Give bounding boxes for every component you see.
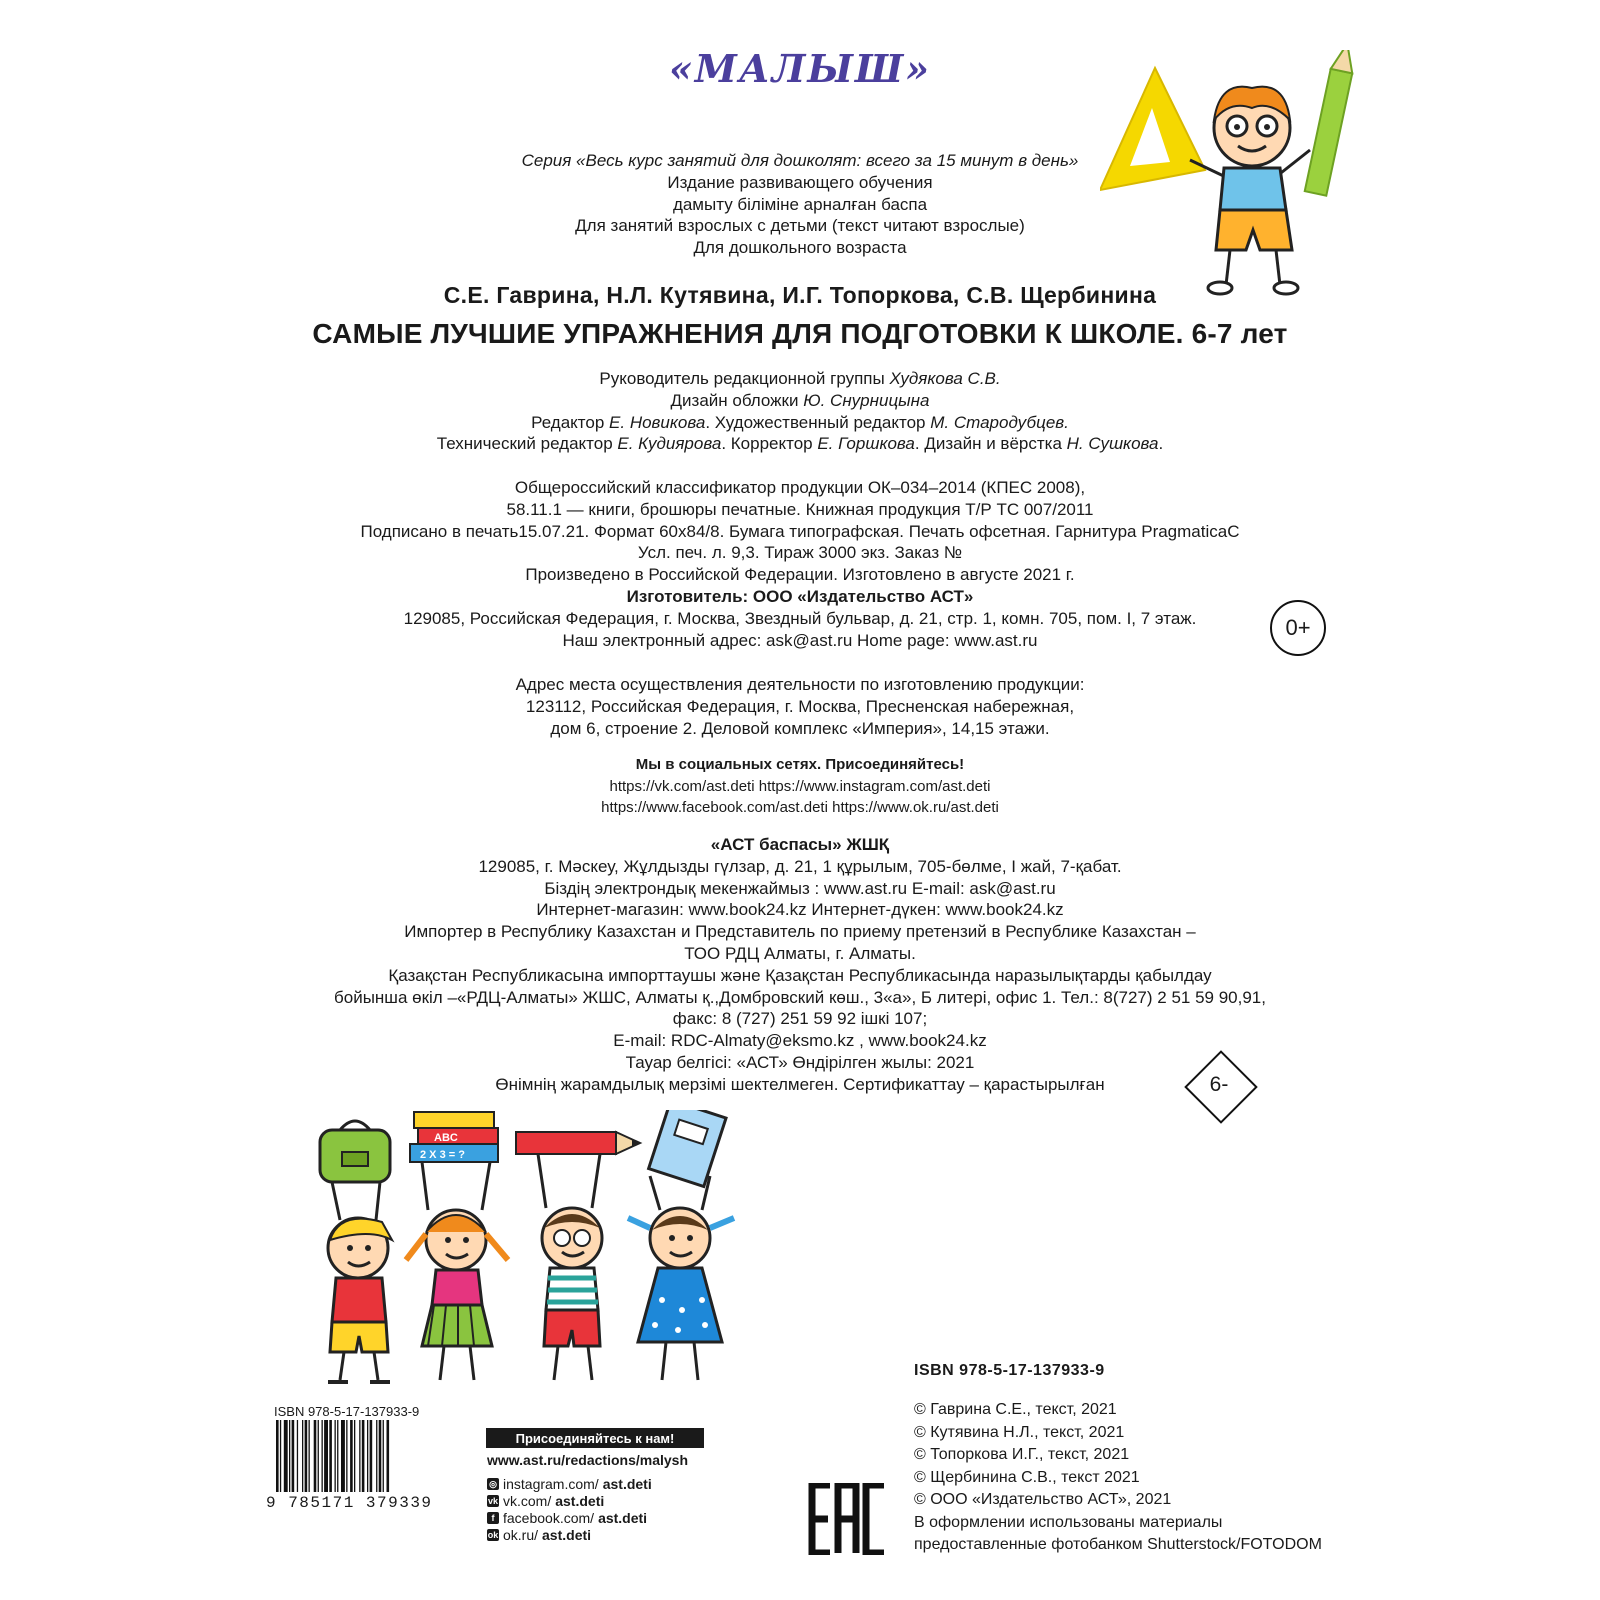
age-rating-badge: 0+ (1270, 600, 1326, 656)
ok-icon: ok (487, 1530, 499, 1540)
social-link-instagram[interactable] (487, 1476, 652, 1492)
kz-line: Импортер в Республику Казахстан и Представитель по приему претензий в Республике Казахстан – (404, 922, 1196, 942)
credits-name: Е. Горшкова (817, 434, 915, 454)
imprint-line: Общероссийский классификатор продукции ОК–034–2014 (КПЕС 2008), (514, 478, 1086, 497)
intro-line: Издание развивающего обучения (667, 172, 933, 192)
social-links-line[interactable]: https://vk.com/ast.deti https://www.instagram.com/ast.deti (609, 777, 991, 795)
authors: С.Е. Гаврина, Н.Л. Кутявина, И.Г. Топоркова, С.В. Щербинина (443, 282, 1157, 308)
kz-line: Біздің электрондық мекенжаймыз : www.ast.ru E-mail: ask@ast.ru (544, 878, 1056, 898)
credits-name: Е. Кудиярова (617, 434, 722, 454)
instagram-icon: ◎ (487, 1478, 499, 1490)
credits-line (0, 368, 1600, 390)
social-link-prefix: facebook.com/ (503, 1510, 595, 1526)
imprint-line: 58.11.1 — книги, брошюры печатные. Книжная продукция Т/Р ТС 007/2011 (506, 499, 1094, 519)
copyright-line: © ООО «Издательство АСТ», 2021 (914, 1491, 1172, 1508)
credits-name: Н. Сушкова (1066, 434, 1159, 454)
credits-label: . Художественный редактор (705, 412, 931, 432)
production-address-line: Адрес места осуществления деятельности по изготовлению продукции: (515, 675, 1085, 694)
kz-line: E-mail: RDC-Almaty@eksmo.kz , www.book24.kz (613, 1031, 987, 1051)
copyright-line: предоставленные фотобанком Shutterstock/FOTODOM (914, 1536, 1322, 1553)
barcode-isbn: ISBN 978-5-17-137933-9 (274, 1404, 420, 1419)
credits-name: Худякова С.В. (889, 369, 1001, 388)
credits-label: . (1158, 434, 1164, 454)
barcode-digits: 9 785171 379339 (266, 1494, 433, 1512)
social-links-line[interactable]: https://www.facebook.com/ast.deti https://www.ok.ru/ast.deti (601, 799, 999, 816)
kz-line: 129085, г. Мәскеу, Жұлдызды гүлзар, д. 21, 1 құрылым, 705-бөлме, I жай, 7-қабат. (478, 856, 1122, 876)
intro-line: Для занятий взрослых с детьми (текст читают взрослые) (575, 216, 1025, 236)
kz-age-rating-text: 6- (1209, 1073, 1229, 1096)
manufacturer-contacts: Наш электронный адрес: ask@ast.ru Home page: www.ast.ru (562, 630, 1038, 650)
publisher-logo: «МАЛЫШ» (669, 46, 931, 91)
credits-label: Дизайн обложки (670, 390, 804, 410)
credits-label: Руководитель редакционной группы (599, 369, 890, 388)
vk-icon: vk (487, 1496, 498, 1506)
social-link-prefix: ok.ru/ (503, 1527, 539, 1543)
production-address-line: дом 6, строение 2. Деловой комплекс «Империя», 14,15 этажи. (550, 718, 1050, 738)
imprint-line: Подписано в печать15.07.21. Формат 60х84/8. Бумага типографская. Печать офсетная. Гарнитура PragmaticaC (360, 521, 1240, 541)
social-link-facebook[interactable] (487, 1510, 647, 1526)
social-link-ok[interactable] (487, 1527, 591, 1543)
credits-label: Технический редактор (436, 434, 618, 454)
kz-line: факс: 8 (727) 251 59 92 ішкі 107; (672, 1009, 928, 1029)
credits-line (0, 390, 1600, 412)
social-link-vk[interactable] (487, 1493, 604, 1509)
kz-line: Интернет-магазин: www.book24.kz Интернет-дүкен: www.book24.kz (536, 900, 1064, 920)
credits-label: . Корректор (721, 434, 818, 454)
barcode (274, 1420, 442, 1492)
manufacturer-heading: Изготовитель: ООО «Издательство АСТ» (626, 587, 974, 606)
kz-line: Қазақстан Республикасына импорттаушы және Қазақстан Республикасында наразылықтарды қабылдау (388, 965, 1212, 985)
kz-heading: «АСТ баспасы» ЖШҚ (710, 835, 890, 854)
intro-line: дамыту біліміне арналған баспа (672, 194, 928, 214)
credits-name: Е. Новикова (609, 412, 706, 432)
credits-name: Ю. Снурницына (803, 390, 930, 410)
copyright-line: В оформлении использованы материалы (914, 1513, 1223, 1531)
book-abc-label: ABC (434, 1132, 458, 1144)
credits-name: М. Стародубцев. (930, 412, 1069, 432)
kz-line: Өнімнің жарамдылық мерзімі шектелмеген. Сертификаттау – қарастырылған (495, 1074, 1105, 1094)
series-line: Серия «Весь курс занятий для дошколят: всего за 15 минут в день» (521, 151, 1079, 170)
join-url[interactable]: www.ast.ru/redactions/malysh (487, 1452, 688, 1468)
join-badge: Присоединяйтесь к нам! (486, 1428, 704, 1448)
social-link-prefix: vk.com/ (503, 1493, 552, 1509)
copyright-line: © Топоркова И.Г., текст, 2021 (914, 1446, 1130, 1463)
production-address-line: 123112, Российская Федерация, г. Москва, Пресненская набережная, (525, 696, 1075, 716)
credits-line (0, 412, 1600, 434)
credits-label: . Дизайн и вёрстка (914, 434, 1067, 454)
social-link-handle: ast.deti (542, 1527, 592, 1543)
imprint-line: Произведено в Российской Федерации. Изготовлено в августе 2021 г. (525, 565, 1075, 585)
kz-line: ТОО РДЦ Алматы, г. Алматы. (684, 944, 916, 963)
eac-mark (808, 1483, 888, 1555)
social-link-handle: ast.deti (602, 1476, 652, 1492)
book-title: САМЫЕ ЛУЧШИЕ УПРАЖНЕНИЯ ДЛЯ ПОДГОТОВКИ К ШКОЛЕ. 6-7 лет (312, 318, 1288, 349)
intro-line: Для дошкольного возраста (693, 238, 907, 258)
copyright-line: © Кутявина Н.Л., текст, 2021 (914, 1423, 1125, 1441)
isbn: ISBN 978-5-17-137933-9 (914, 1362, 1105, 1379)
social-link-handle: ast.deti (598, 1510, 648, 1526)
social-link-prefix: instagram.com/ (503, 1476, 599, 1492)
facebook-icon: f (487, 1512, 499, 1524)
kz-age-rating-badge (1183, 1049, 1255, 1121)
social-heading: Мы в социальных сетях. Присоединяйтесь! (635, 756, 965, 773)
imprint-line: Усл. печ. л. 9,3. Тираж 3000 экз. Заказ № (637, 543, 963, 563)
kz-line: бойынша өкіл –«РДЦ-Алматы» ЖШС, Алматы қ.,Домбровский көш., 3«а», Б литері, офис 1. Тел.: 8(727) 2 51 59 90,91, (334, 987, 1266, 1007)
social-link-handle: ast.deti (555, 1493, 605, 1509)
kids-illustration (310, 1110, 770, 1400)
book-math-label: 2 X 3 = ? (420, 1149, 465, 1161)
copyright-line: © Гаврина С.Е., текст, 2021 (914, 1401, 1117, 1418)
copyright-line: © Щербинина С.В., текст 2021 (914, 1468, 1140, 1486)
manufacturer-address: 129085, Российская Федерация, г. Москва, Звездный бульвар, д. 21, стр. 1, комн. 705, пом. I, 7 этаж. (403, 608, 1197, 628)
kz-line: Тауар белгісі: «АСТ» Өндірілген жылы: 2021 (625, 1053, 975, 1072)
credits-line (0, 433, 1600, 455)
credits-label: Редактор (531, 412, 610, 432)
